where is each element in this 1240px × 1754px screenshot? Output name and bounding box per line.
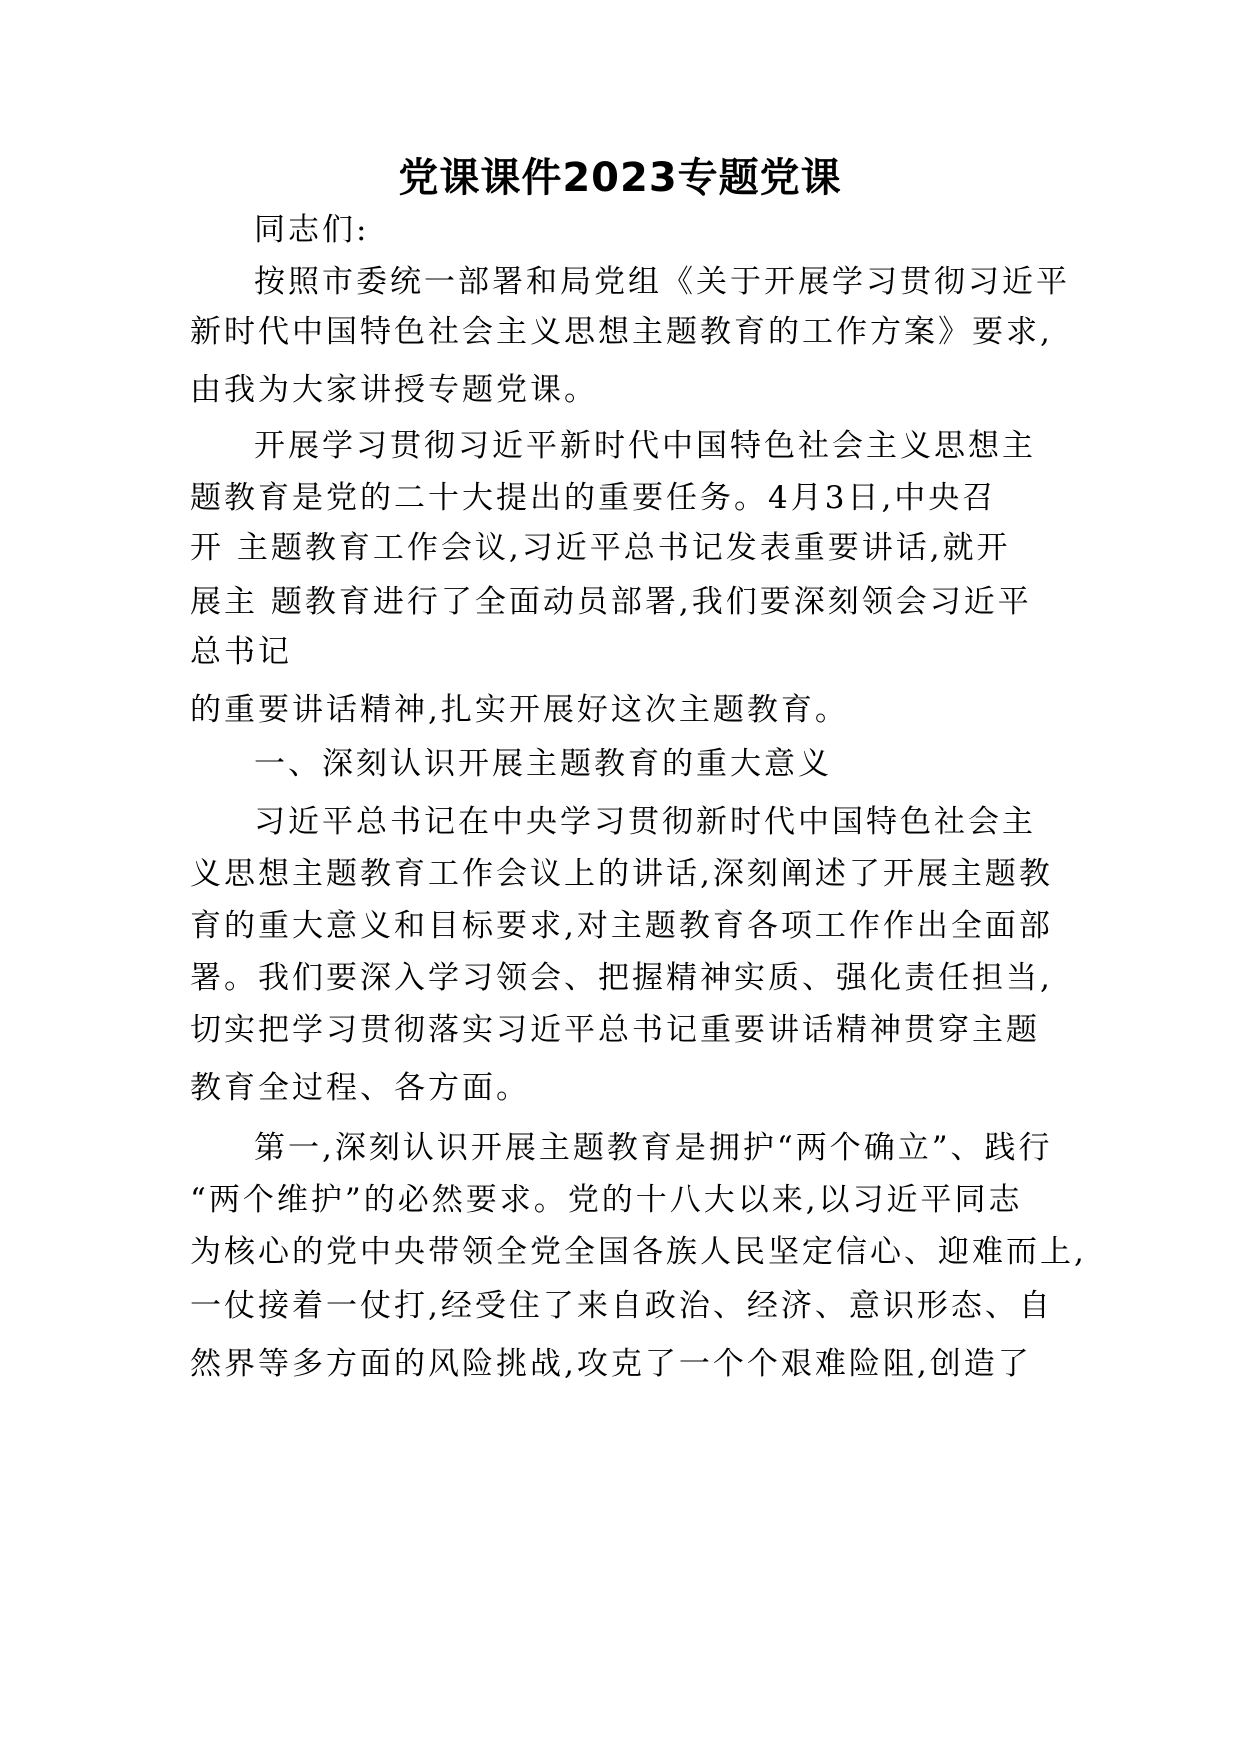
text-line: 育的重大意义和目标要求,对主题教育各项工作作出全面部 (190, 908, 1053, 944)
text-line: 开展学习贯彻习近平新时代中国特色社会主义思想主 (254, 428, 1036, 464)
text-line: 署。我们要深入学习领会、把握精神实质、强化责任担当, (190, 960, 1053, 996)
text-line: “两个维护”的必然要求。党的十八大以来,以习近平同志 (190, 1182, 1023, 1218)
text-line: 同志们: (254, 212, 370, 248)
section-heading: 一、深刻认识开展主题教育的重大意义 (254, 746, 832, 782)
text-line: 题教育是党的二十大提出的重要任务。4月3日,中央召 (190, 480, 997, 516)
text-line: 教育全过程、各方面。 (190, 1070, 530, 1106)
text-line: 一仗接着一仗打,经受住了来自政治、经济、意识形态、自 (190, 1288, 1053, 1324)
text-line: 展主 题教育进行了全面动员部署,我们要深刻领会习近平 (190, 584, 1032, 620)
text-line: 第一,深刻认识开展主题教育是拥护“两个确立”、践行 (254, 1130, 1053, 1166)
text-line: 由我为大家讲授专题党课。 (190, 372, 598, 408)
text-line: 新时代中国特色社会主义思想主题教育的工作方案》要求, (190, 314, 1053, 350)
text-line: 开 主题教育工作会议,习近平总书记发表重要讲话,就开 (190, 530, 1011, 566)
text-line: 为核心的党中央带领全党全国各族人民坚定信心、迎难而上, (190, 1234, 1087, 1270)
text-line: 习近平总书记在中央学习贯彻新时代中国特色社会主 (254, 804, 1036, 840)
text-line: 的重要讲话精神,扎实开展好这次主题教育。 (190, 692, 849, 728)
text-line: 然界等多方面的风险挑战,攻克了一个个艰难险阻,创造了 (190, 1346, 1032, 1382)
document-title: 党课课件2023专题党课 (398, 155, 842, 201)
text-line: 切实把学习贯彻落实习近平总书记重要讲话精神贯穿主题 (190, 1012, 1040, 1048)
text-line: 按照市委统一部署和局党组《关于开展学习贯彻习近平 (254, 264, 1070, 300)
text-line: 义思想主题教育工作会议上的讲话,深刻阐述了开展主题教 (190, 856, 1053, 892)
text-line: 总书记 (190, 634, 292, 670)
